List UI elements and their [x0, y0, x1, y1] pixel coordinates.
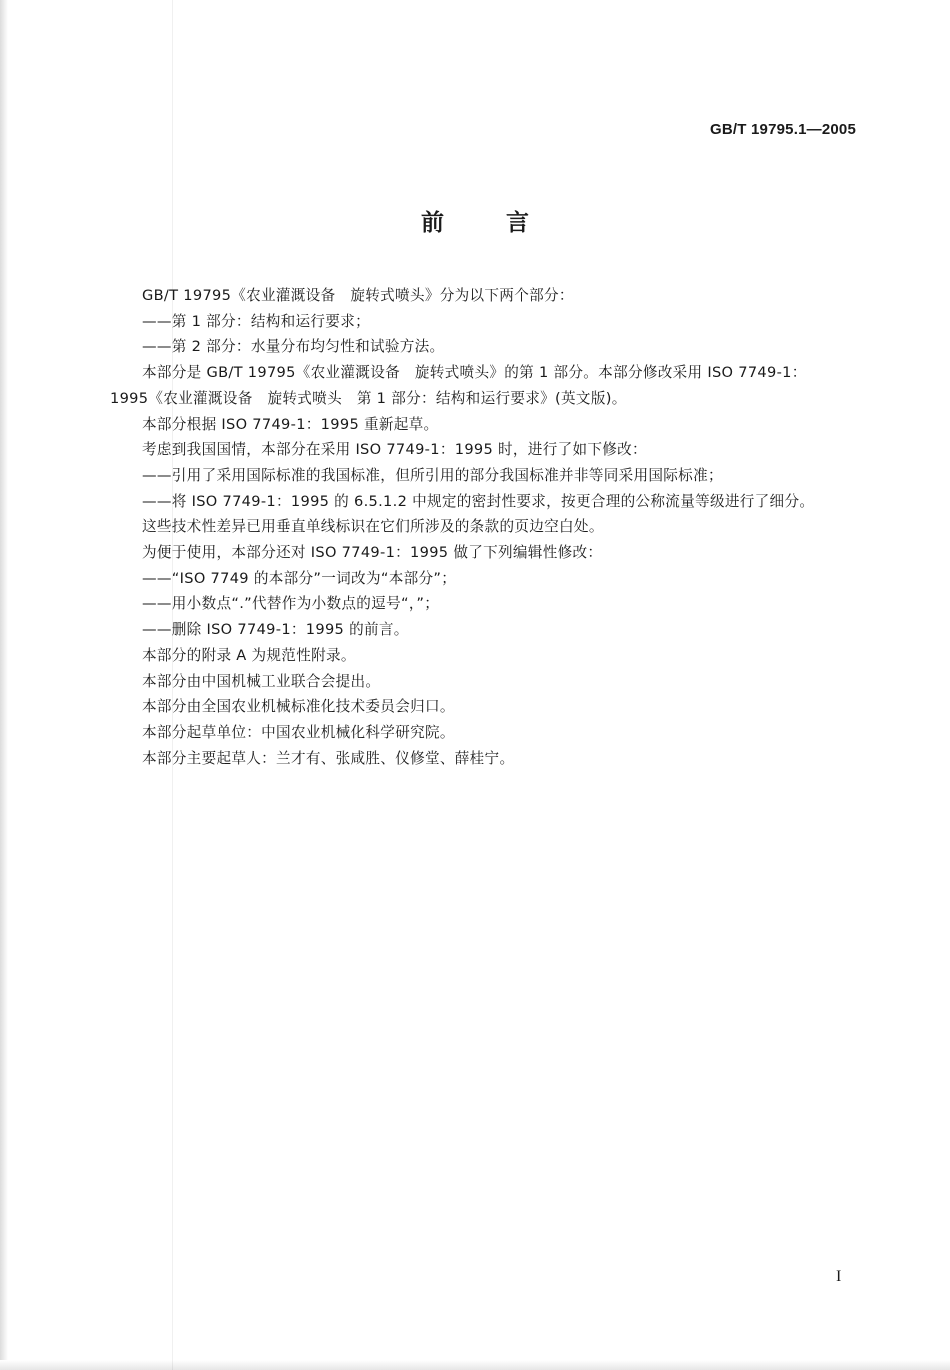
paragraph-parts-intro: GB/T 19795《农业灌溉设备 旋转式喷头》分为以下两个部分： — [142, 287, 574, 304]
paragraph-redrafted: 本部分根据 ISO 7749-1：1995 重新起草。 — [142, 415, 439, 433]
page-title: 前言 — [421, 210, 591, 236]
list-item-part-1: ——第 1 部分：结构和运行要求； — [142, 312, 370, 330]
paragraph-proposed-by: 本部分由中国机械工业联合会提出。 — [142, 672, 381, 690]
paragraph-adoption-line-2: 1995《农业灌溉设备 旋转式喷头 第 1 部分：结构和运行要求》(英文版)。 — [110, 389, 627, 407]
paragraph-drafting-unit: 本部分起草单位：中国农业机械化科学研究院。 — [142, 723, 455, 741]
list-item-editorial-1: ——“ISO 7749 的本部分”一词改为“本部分”； — [142, 569, 457, 587]
paragraph-adoption-line-1: 本部分是 GB/T 19795《农业灌溉设备 旋转式喷头》的第 1 部分。本部分修改采用 ISO 7749-1： — [142, 364, 807, 382]
standard-number: GB/T 19795.1—2005 — [710, 121, 856, 138]
list-item-part-2: ——第 2 部分：水量分布均匀性和试验方法。 — [142, 338, 445, 356]
list-item-modification-1: ——引用了采用国际标准的我国标准，但所引用的部分我国标准并非等同采用国际标准； — [142, 466, 723, 484]
paragraph-technical-differences: 这些技术性差异已用垂直单线标识在它们所涉及的条款的页边空白处。 — [142, 518, 604, 536]
list-item-editorial-2: ——用小数点“.”代替作为小数点的逗号“，”； — [142, 595, 440, 613]
list-item-editorial-3: ——删除 ISO 7749-1：1995 的前言。 — [142, 621, 409, 639]
paragraph-modifications-intro: 考虑到我国国情，本部分在采用 ISO 7749-1：1995 时，进行了如下修改： — [142, 441, 647, 459]
foreword-body — [110, 283, 870, 771]
paragraph-drafters: 本部分主要起草人：兰才有、张咸胜、仪修堂、薛桂宁。 — [142, 749, 515, 767]
page-number: I — [836, 1268, 842, 1285]
page-bottom-shadow — [0, 1360, 950, 1370]
paragraph-annex: 本部分的附录 A 为规范性附录。 — [142, 646, 356, 664]
paragraph-under-jurisdiction: 本部分由全国农业机械标准化技术委员会归口。 — [142, 698, 455, 716]
paragraph-editorial-intro: 为便于使用，本部分还对 ISO 7749-1：1995 做了下列编辑性修改： — [142, 544, 603, 562]
list-item-modification-2: ——将 ISO 7749-1：1995 的 6.5.1.2 中规定的密封性要求，按更合理的公称流量等级进行了细分。 — [142, 492, 815, 510]
